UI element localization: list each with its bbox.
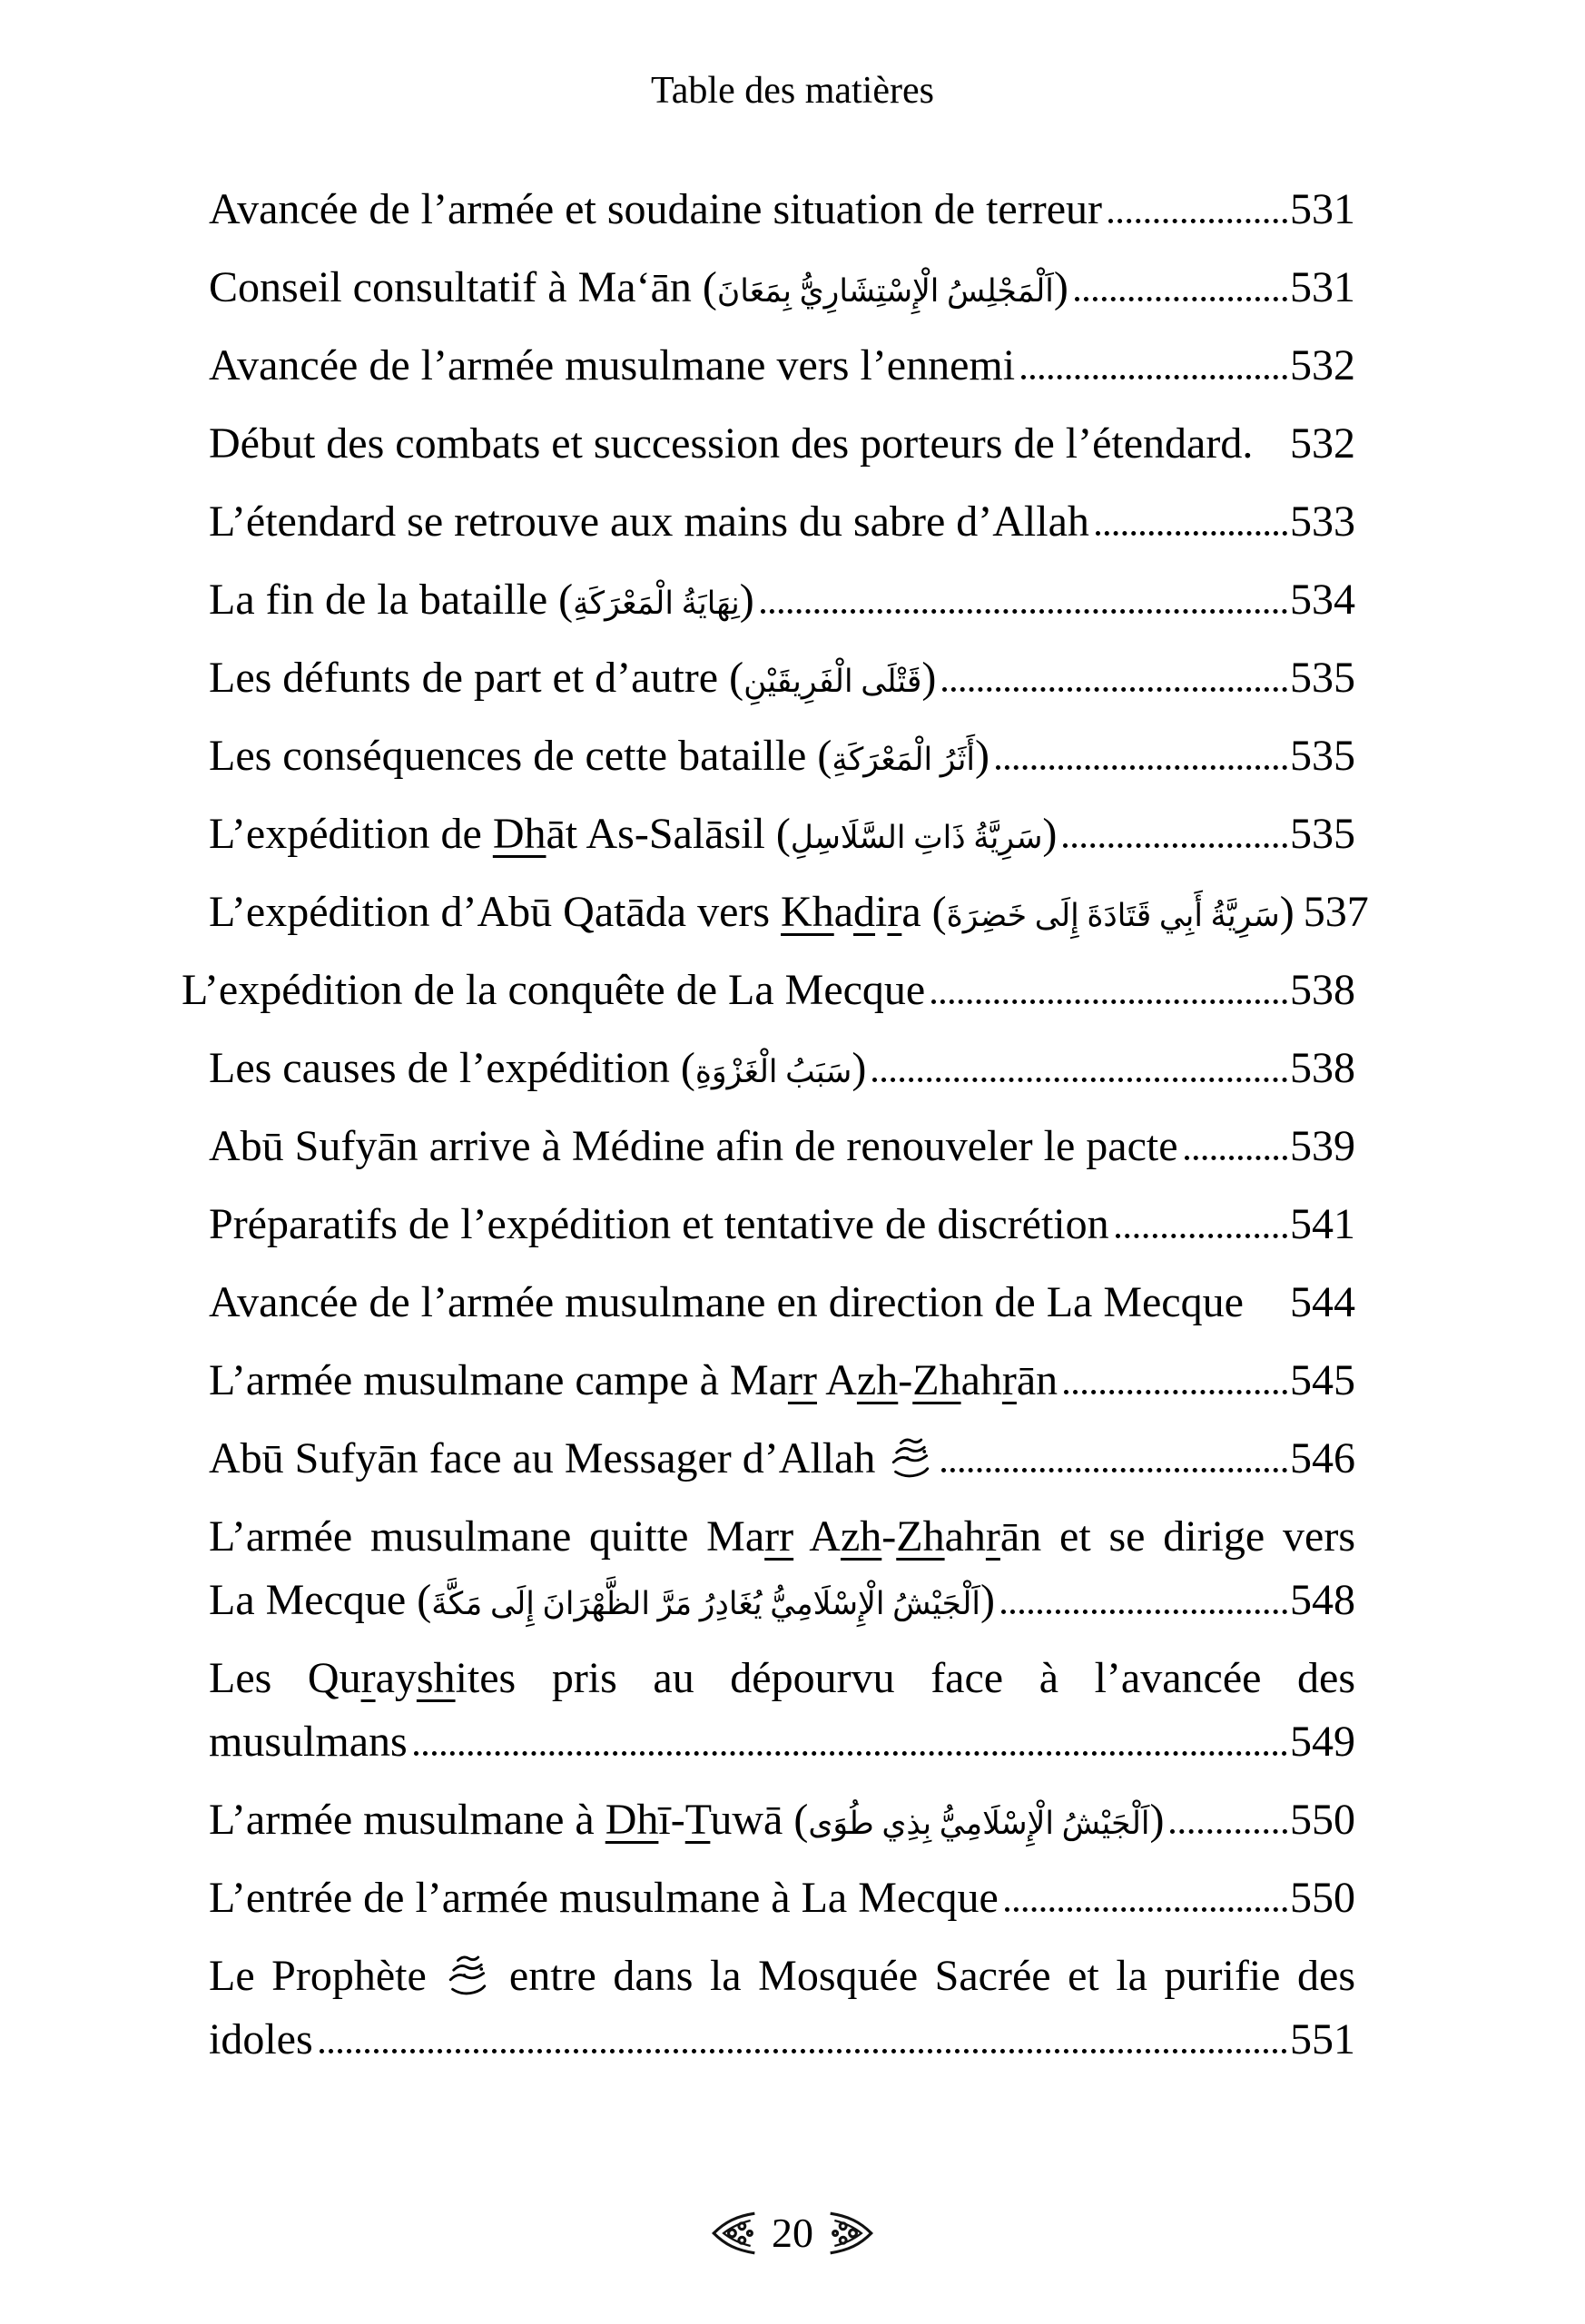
dot-leader bbox=[313, 2008, 1290, 2072]
toc-entry-text: L’armée musulmane quitte Marr Azh-Zhahrān et se dirige vers bbox=[209, 1512, 1355, 1561]
dot-leader bbox=[754, 568, 1290, 632]
toc-entry-line bbox=[209, 1427, 1355, 1491]
toc-entry-text: L’expédition de la conquête de La Mecque bbox=[182, 966, 926, 1014]
dot-leader bbox=[1164, 1788, 1290, 1852]
toc-entry-text: L’armée musulmane campe à Marr Azh-Zhahrān bbox=[209, 1356, 1058, 1404]
page-number: 20 bbox=[772, 2210, 813, 2256]
toc-page-number: 546 bbox=[1290, 1434, 1355, 1482]
toc-page-number: 535 bbox=[1290, 732, 1355, 780]
toc-page-number: 545 bbox=[1290, 1356, 1355, 1404]
toc-entry-line bbox=[209, 334, 1355, 398]
dot-leader bbox=[935, 1427, 1290, 1491]
toc-entry bbox=[209, 1866, 1355, 1930]
ornate-chevron-left-icon bbox=[708, 2210, 759, 2257]
toc-entry bbox=[209, 1271, 1355, 1334]
toc-entry bbox=[209, 334, 1355, 398]
dot-leader bbox=[1253, 412, 1290, 476]
toc-entry bbox=[209, 568, 1355, 632]
toc-page-number: 533 bbox=[1290, 497, 1355, 546]
toc-entry-text: Les causes de l’expédition (سَبَبُ الْغَزْوَةِ) bbox=[209, 1044, 867, 1092]
toc-entry-line bbox=[209, 1115, 1355, 1178]
toc-entry-text: L’expédition de Dhāt As-Salāsil (سَرِيَّةُ ذَاتِ السَّلَاسِلِ) bbox=[209, 810, 1058, 858]
toc-page-number: 549 bbox=[1290, 1718, 1355, 1766]
toc-entry bbox=[182, 959, 1355, 1022]
toc-entry bbox=[209, 1193, 1355, 1256]
toc-entry bbox=[209, 1349, 1355, 1413]
toc-entry-text: L’armée musulmane à Dhī-Tuwā (اَلْجَيْشُ الْإِسْلَامِيُّ بِذِي طُوَى) bbox=[209, 1796, 1165, 1844]
dot-leader bbox=[1015, 334, 1290, 398]
toc-entry-line bbox=[209, 724, 1355, 788]
toc-page-number: 550 bbox=[1290, 1796, 1355, 1844]
toc-page-number: 535 bbox=[1290, 810, 1355, 858]
toc-entry-line bbox=[209, 1569, 1355, 1632]
toc-page-number: 538 bbox=[1290, 1044, 1355, 1092]
dot-leader bbox=[989, 724, 1290, 788]
toc-entry-text: L’étendard se retrouve aux mains du sabre d’Allah bbox=[209, 497, 1089, 546]
toc-entry-line bbox=[209, 881, 1369, 944]
toc-page-number: 532 bbox=[1290, 341, 1355, 389]
toc-entry bbox=[209, 1115, 1355, 1178]
page-footer bbox=[0, 2208, 1585, 2259]
toc-entry-text: Les défunts de part et d’autre (قَتْلَى الْفَرِيقَيْنِ) bbox=[209, 654, 937, 702]
dot-leader bbox=[1295, 881, 1304, 944]
dot-leader bbox=[995, 1569, 1290, 1632]
toc-entry-text: Les Qurayshites pris au dépourvu face à l’avancée des bbox=[209, 1654, 1356, 1702]
toc-entry bbox=[209, 724, 1355, 788]
toc-entry-line bbox=[209, 1349, 1355, 1413]
toc-entry-text: Avancée de l’armée et soudaine situation de terreur bbox=[209, 185, 1102, 233]
dot-leader bbox=[408, 1710, 1290, 1774]
toc-entry-line bbox=[209, 568, 1355, 632]
toc-entry-text: Début des combats et succession des porteurs de l’étendard. bbox=[209, 419, 1254, 468]
toc-entry-line bbox=[209, 1193, 1355, 1256]
dot-leader bbox=[1068, 256, 1290, 320]
toc-page-number: 539 bbox=[1290, 1122, 1355, 1170]
toc-entry-text: L’expédition d’Abū Qatāda vers Khadira (سَرِيَّةُ أَبِي قَتَادَةَ إِلَى خَضِرَةَ) bbox=[209, 888, 1295, 936]
toc-entry bbox=[209, 490, 1355, 554]
toc-entry bbox=[209, 881, 1369, 944]
toc-entry-text: L’entrée de l’armée musulmane à La Mecque bbox=[209, 1874, 999, 1922]
toc-entry-line bbox=[209, 412, 1355, 476]
toc-page-number: 551 bbox=[1290, 2015, 1355, 2063]
dot-leader bbox=[1244, 1271, 1290, 1334]
toc-list bbox=[182, 178, 1369, 2072]
toc-page-number: 548 bbox=[1290, 1576, 1355, 1624]
toc-entry-text: Préparatifs de l’expédition et tentative de discrétion bbox=[209, 1200, 1109, 1248]
toc-entry-line bbox=[209, 2008, 1355, 2072]
toc-entry-text: Abū Sufyān arrive à Médine afin de renouveler le pacte bbox=[209, 1122, 1178, 1170]
toc-entry-text: idoles bbox=[209, 2015, 313, 2063]
toc-entry bbox=[209, 646, 1355, 710]
toc-entry-text: Les conséquences de cette bataille (أَثَرُ الْمَعْرَكَةِ) bbox=[209, 732, 990, 780]
toc-entry bbox=[209, 1427, 1355, 1491]
toc-entry-line bbox=[209, 1037, 1355, 1100]
toc-entry-text: Avancée de l’armée musulmane en direction de La Mecque bbox=[209, 1278, 1244, 1326]
toc-page-number: 537 bbox=[1303, 888, 1369, 936]
page-title: Table des matières bbox=[651, 70, 934, 112]
dot-leader bbox=[1058, 1349, 1290, 1413]
dot-leader bbox=[999, 1866, 1290, 1930]
toc-entry-text: La fin de la bataille (نِهَايَةُ الْمَعْرَكَةِ) bbox=[209, 576, 754, 624]
toc-entry-text: La Mecque (اَلْجَيْشُ الْإِسْلَامِيُّ يُغَادِرُ مَرَّ الظَّهْرَانَ إِلَى مَكَّةَ) bbox=[209, 1576, 995, 1624]
dot-leader bbox=[1178, 1115, 1290, 1178]
toc-entry-line bbox=[209, 1271, 1355, 1334]
toc-entry bbox=[209, 1037, 1355, 1100]
toc-entry bbox=[209, 1505, 1355, 1632]
saw-honorific-icon bbox=[443, 1952, 492, 1999]
toc-entry-line bbox=[209, 1788, 1355, 1852]
toc-entry bbox=[209, 1647, 1355, 1774]
toc-entry-text: Avancée de l’armée musulmane vers l’ennemi bbox=[209, 341, 1016, 389]
toc-entry bbox=[209, 256, 1355, 320]
toc-entry-line bbox=[209, 646, 1355, 710]
dot-leader bbox=[866, 1037, 1290, 1100]
dot-leader bbox=[936, 646, 1290, 710]
dot-leader bbox=[1089, 490, 1290, 554]
toc-entry bbox=[209, 1788, 1355, 1852]
toc-page-number: 541 bbox=[1290, 1200, 1355, 1248]
saw-honorific-icon bbox=[886, 1434, 935, 1482]
toc-page-number: 532 bbox=[1290, 419, 1355, 468]
toc-entry-line bbox=[209, 1866, 1355, 1930]
toc-page-number: 550 bbox=[1290, 1874, 1355, 1922]
toc-page-number: 544 bbox=[1290, 1278, 1355, 1326]
toc-entry-line bbox=[209, 256, 1355, 320]
dot-leader bbox=[1057, 803, 1290, 866]
toc-page-number: 535 bbox=[1290, 654, 1355, 702]
toc-entry bbox=[209, 803, 1355, 866]
toc-entry-line bbox=[209, 803, 1355, 866]
toc-entry-text: Abū Sufyān face au Messager d’Allah bbox=[209, 1427, 935, 1491]
ornate-chevron-right-icon bbox=[826, 2210, 877, 2257]
toc-entry-line bbox=[209, 490, 1355, 554]
toc-entry-text: Le Prophète entre dans la Mosquée Sacrée et la purifie des bbox=[209, 1952, 1356, 2000]
toc-page-number: 531 bbox=[1290, 263, 1355, 311]
dot-leader bbox=[1109, 1193, 1290, 1256]
toc-entry bbox=[209, 1945, 1355, 2072]
toc-page-number: 534 bbox=[1290, 576, 1355, 624]
toc-page-number: 538 bbox=[1290, 966, 1355, 1014]
toc-entry-text: Conseil consultatif à Ma‘ān (اَلْمَجْلِسُ الْإِسْتِشَارِيُّ بِمَعَانَ) bbox=[209, 263, 1068, 311]
toc-entry bbox=[209, 178, 1355, 241]
dot-leader bbox=[925, 959, 1290, 1022]
toc-entry-line bbox=[209, 178, 1355, 241]
toc-entry bbox=[209, 412, 1355, 476]
toc-entry-text: musulmans bbox=[209, 1718, 408, 1766]
dot-leader bbox=[1102, 178, 1290, 241]
toc-entry-line bbox=[209, 1710, 1355, 1774]
toc-entry-line bbox=[182, 959, 1355, 1022]
toc-page-number: 531 bbox=[1290, 185, 1355, 233]
